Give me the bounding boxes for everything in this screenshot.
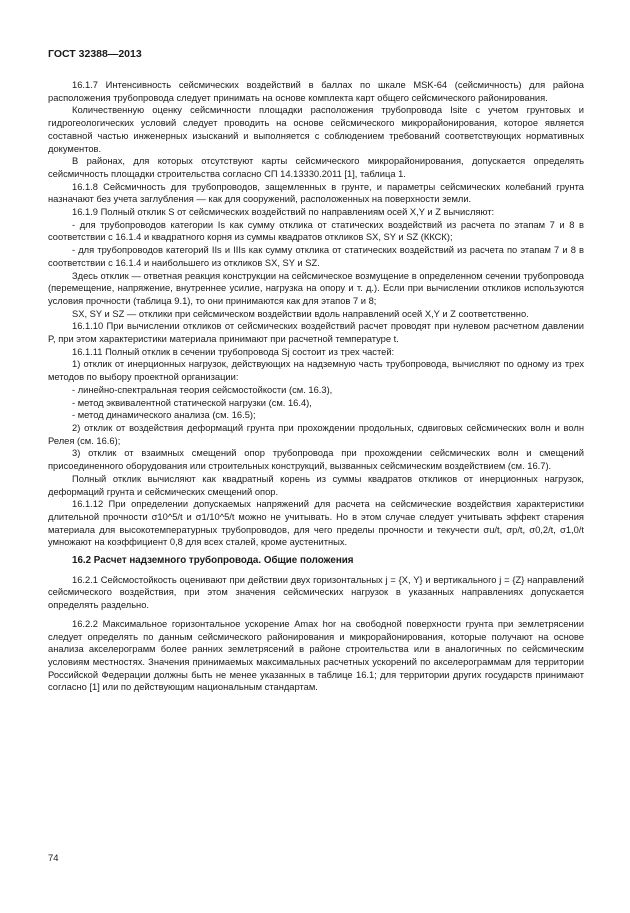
document-header: ГОСТ 32388—2013 (48, 48, 142, 60)
paragraph: 16.2.2 Максимальное горизонтальное ускорение Amax hor на свободной поверхности грунта при землетрясении следует определять по данным сейсмического районирования и микрорайонирования, которые получают на основе анализа акселерограмм более ранних землетрясений в районе строительства или в аналогичных по сейсмическим условиям местностях. Значения принимаемых максимальных расчетных ускорений по акселерограммам для территории Российской Федерации должны быть не менее указанных в таблице 16.1; для территории других государств принимают согласно [1] или по действующим национальным стандартам. (48, 618, 584, 693)
paragraph: 16.1.10 При вычислении откликов от сейсмических воздействий расчет проводят при нулевом расчетном давлении P, при этом характеристики материала принимают при расчетной температуре t. (48, 321, 584, 345)
paragraph: 3) отклик от взаимных смещений опор трубопровода при прохождении сейсмических волн и смещений присоединенного оборудования или строительных конструкций, вызванных сейсмическим воздействием (см. 16.7). (48, 448, 584, 472)
paragraph: Здесь отклик — ответная реакция конструкции на сейсмическое возмущение в определенном сечении трубопровода (перемещение, напряжение, внутреннее усилие, нагрузка на опору и т. д.). Если при вычислении откликов используются условия прочности (таблица 9.1), то они принимаются как для этапов 7 и 8; (48, 270, 584, 306)
paragraph: - метод динамического анализа (см. 16.5); (72, 410, 256, 421)
paragraph: - метод эквивалентной статической нагрузки (см. 16.4), (72, 397, 312, 408)
paragraph: 16.1.12 При определении допускаемых напряжений для расчета на сейсмические воздействия характеристики длительной прочности σ10^5/t и σ1/10^5/t можно не учитывать. Но в этом случае следует учитывать эффект старения материала для высокотемпературных трубопроводов, для чего пределы прочности и текучести σu/t, σp/t, σ0,2/t, σ1,0/t умножают на коэффициент 0,8 для всех сталей, кроме аустенитных. (48, 499, 584, 548)
paragraph: 2) отклик от воздействия деформаций грунта при прохождении продольных, сдвиговых сейсмических волн и волн Релея (см. 16.6); (48, 422, 584, 446)
paragraph: 16.1.8 Сейсмичность для трубопроводов, защемленных в грунте, и параметры сейсмических колебаний грунта назначают без учета заглубления — как для сооружений, расположенных на поверхности земли. (48, 181, 584, 205)
document-body (48, 79, 584, 694)
paragraph: Полный отклик вычисляют как квадратный корень из суммы квадратов откликов от инерционных нагрузок, деформаций грунта и сейсмических смещений опор. (48, 473, 584, 497)
paragraph: 1) отклик от инерционных нагрузок, действующих на надземную часть трубопровода, вычисляют по одному из трех методов по выбору проектной организации: (48, 359, 584, 383)
paragraph: - линейно-спектральная теория сейсмостойкости (см. 16.3), (72, 384, 333, 395)
paragraph: 16.1.7 Интенсивность сейсмических воздействий в баллах по шкале MSK-64 (сейсмичность) для района расположения трубопровода следует принимать на основе комплекта карт общего сейсмического районирования. (48, 80, 584, 103)
paragraph: SX, SY и SZ — отклики при сейсмическом воздействии вдоль направлений осей X,Y и Z соответственно. (72, 308, 529, 319)
paragraph: 16.1.9 Полный отклик S от сейсмических воздействий по направлениям осей X,Y и Z вычисляют: (72, 207, 495, 218)
page-number: 74 (48, 853, 59, 864)
section-heading: 16.2 Расчет надземного трубопровода. Общие положения (72, 555, 354, 567)
paragraph: - для трубопроводов категорий IIs и IIIs как сумму отклика от статических воздействий из расчета по этапам 7 и 8 в соответствии с 16.1.4 и наибольшего из откликов SX, SY и SZ. (48, 245, 584, 268)
paragraph: В районах, для которых отсутствуют карты сейсмического микрорайонирования, допускается определять сейсмичность площадки строительства согласно СП 14.13330.2011 [1], таблица 1. (48, 156, 584, 179)
paragraph: - для трубопроводов категории Is как сумму отклика от статических воздействий из расчета по этапам 7 и 8 в соответствии с 16.1.4 и квадратного корня из суммы квадратов откликов SX, SY и SZ (ККСК); (48, 219, 584, 243)
paragraph: 16.1.11 Полный отклик в сечении трубопровода Sj состоит из трех частей: (72, 346, 395, 357)
paragraph: Количественную оценку сейсмичности площадки расположения трубопровода Isite с учетом грунтовых и гидрогеологических условий следует проводить на основе сейсмического микрорайонирования, которое является составной частью инженерных изысканий и выполняется с соблюдением требований соответствующих нормативных документов. (48, 105, 584, 154)
paragraph: 16.2.1 Сейсмостойкость оценивают при действии двух горизонтальных j = {X, Y} и вертикального j = {Z} направлений сейсмического воздействия, при этом значения сейсмических нагрузок в указанных направлениях допускается определять раздельно. (48, 574, 584, 611)
